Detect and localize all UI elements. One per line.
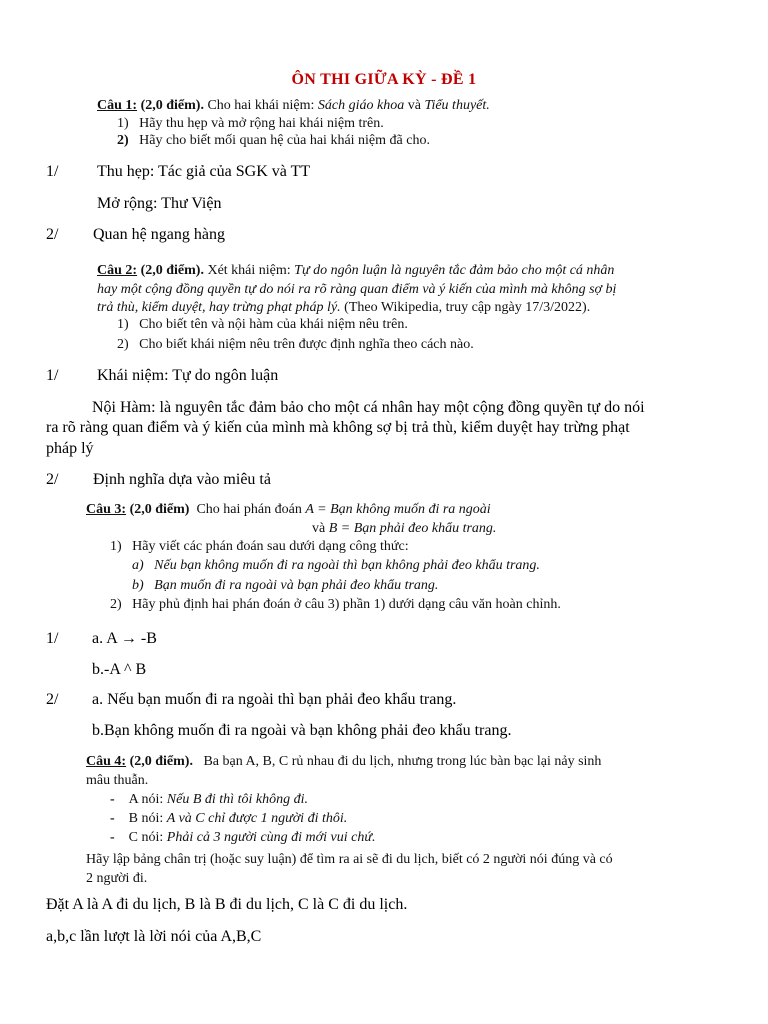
q1-item-1: 1) Hãy thu hẹp và mở rộng hai khái niệm trên. <box>117 116 384 131</box>
a1-narrow: Thu hẹp: Tác giả của SGK và TT <box>97 163 311 180</box>
q1-text: Cho hai khái niệm: <box>207 98 315 113</box>
q2-line1: Tự do ngôn luận là nguyên tắc đảm bảo cho một cá nhân <box>294 263 615 278</box>
a2-num-2: 2/ <box>46 471 59 488</box>
a1-broaden: Mở rộng: Thư Viện <box>97 195 222 212</box>
q2-line-2: hay một cộng đồng quyền tự do nói ra rõ ràng quan điểm và ý kiến của mình mà không sợ bị <box>97 282 617 297</box>
a1-relation: Quan hệ ngang hàng <box>93 226 225 243</box>
q1-and: và <box>407 98 421 113</box>
a3-formula-b: b.-A ^ B <box>92 661 147 678</box>
a1-num-2: 2/ <box>46 226 59 243</box>
a2-content-line-1: Nội Hàm: là nguyên tắc đảm bảo cho một cá nhân hay một cộng đồng quyền tự do nói <box>92 399 645 416</box>
q2-text: Xét khái niệm: <box>207 263 291 278</box>
q3-item-2: 2) Hãy phủ định hai phán đoán ở câu 3) phần 1) dưới dạng câu văn hoàn chỉnh. <box>110 597 561 612</box>
a1-num-1: 1/ <box>46 163 59 180</box>
question-1-heading <box>97 96 490 115</box>
q4-label: Câu 4: <box>86 754 127 769</box>
a3-negation-a: a. Nếu bạn muốn đi ra ngoài thì bạn phải đeo khẩu trang. <box>92 691 457 708</box>
q3-sub-b: b) Bạn muốn đi ra ngoài và bạn phải đeo khẩu trang. <box>132 578 439 593</box>
q1-item-2: 2) Hãy cho biết mối quan hệ của hai khái niệm đã cho. <box>117 133 430 148</box>
a3-num-2: 2/ <box>46 691 59 708</box>
a2-definition: Định nghĩa dựa vào miêu tả <box>93 471 271 488</box>
q3-item-1: 1) Hãy viết các phán đoán sau dưới dạng công thức: <box>110 539 409 554</box>
q2-label: Câu 2: <box>97 263 138 278</box>
q1-term1: Sách giáo khoa <box>317 98 405 113</box>
a3-formula-a: a. A → -B <box>92 630 157 647</box>
q3-formula-b-line: và B = Bạn phải đeo khẩu trang. <box>312 521 497 536</box>
q4-text: Ba bạn A, B, C rủ nhau đi du lịch, nhưng trong lúc bàn bạc lại nảy sinh <box>203 754 602 769</box>
q3-text: Cho hai phán đoán <box>196 502 302 517</box>
a2-content-line-3: pháp lý <box>46 440 94 457</box>
q2-item-2: 2) Cho biết khái niệm nêu trên được định nghĩa theo cách nào. <box>117 337 474 352</box>
a4-statements: a,b,c lần lượt là lời nói của A,B,C <box>46 928 262 945</box>
q4-bullet-c: - C nói: Phải cả 3 người cùng đi mới vui chứ. <box>110 830 376 845</box>
a2-num-1: 1/ <box>46 367 59 384</box>
q1-points: (2,0 điểm). <box>140 98 204 113</box>
a4-definitions: Đặt A là A đi du lịch, B là B đi du lịch, C là C đi du lịch. <box>46 896 408 913</box>
a3-negation-b: b.Bạn không muốn đi ra ngoài và bạn không phải đeo khẩu trang. <box>92 722 512 739</box>
q2-line-3: trả thù, kiểm duyệt, hay trừng phạt pháp lý. (Theo Wikipedia, truy cập ngày 17/3/2022). <box>97 300 591 315</box>
a2-concept: Khái niệm: Tự do ngôn luận <box>97 367 279 384</box>
page-title: ÔN THI GIỮA KỲ - ĐỀ 1 <box>291 71 477 88</box>
question-2-heading <box>97 261 697 280</box>
q3-formula-a: A = Bạn không muốn đi ra ngoài <box>305 502 491 517</box>
q3-points: (2,0 điểm) <box>129 502 190 517</box>
q3-sub-a: a) Nếu bạn không muốn đi ra ngoài thì bạn không phải đeo khẩu trang. <box>132 558 540 573</box>
q4-instruction-cont: 2 người đi. <box>86 871 148 886</box>
q2-points: (2,0 điểm). <box>140 263 204 278</box>
q4-instruction: Hãy lập bảng chân trị (hoặc suy luận) để tìm ra ai sẽ đi du lịch, biết có 2 người nói đúng và có <box>86 852 613 867</box>
q4-text-cont: mâu thuẫn. <box>86 773 149 788</box>
a3-num-1: 1/ <box>46 630 59 647</box>
q4-points: (2,0 điểm). <box>129 754 193 769</box>
q1-label: Câu 1: <box>97 98 138 113</box>
q3-label: Câu 3: <box>86 502 127 517</box>
question-3-heading <box>86 500 491 519</box>
q4-bullet-a: - A nói: Nếu B đi thì tôi không đi. <box>110 792 308 807</box>
q1-term2: Tiểu thuyết. <box>424 98 490 113</box>
question-4-heading <box>86 752 601 771</box>
a2-content-line-2: ra rõ ràng quan điểm và ý kiến của mình mà không sợ bị trả thù, kiểm duyệt hay trừng phạt <box>46 419 630 436</box>
q4-bullet-b: - B nói: A và C chỉ được 1 người đi thôi. <box>110 811 348 826</box>
q2-item-1: 1) Cho biết tên và nội hàm của khái niệm nêu trên. <box>117 317 408 332</box>
